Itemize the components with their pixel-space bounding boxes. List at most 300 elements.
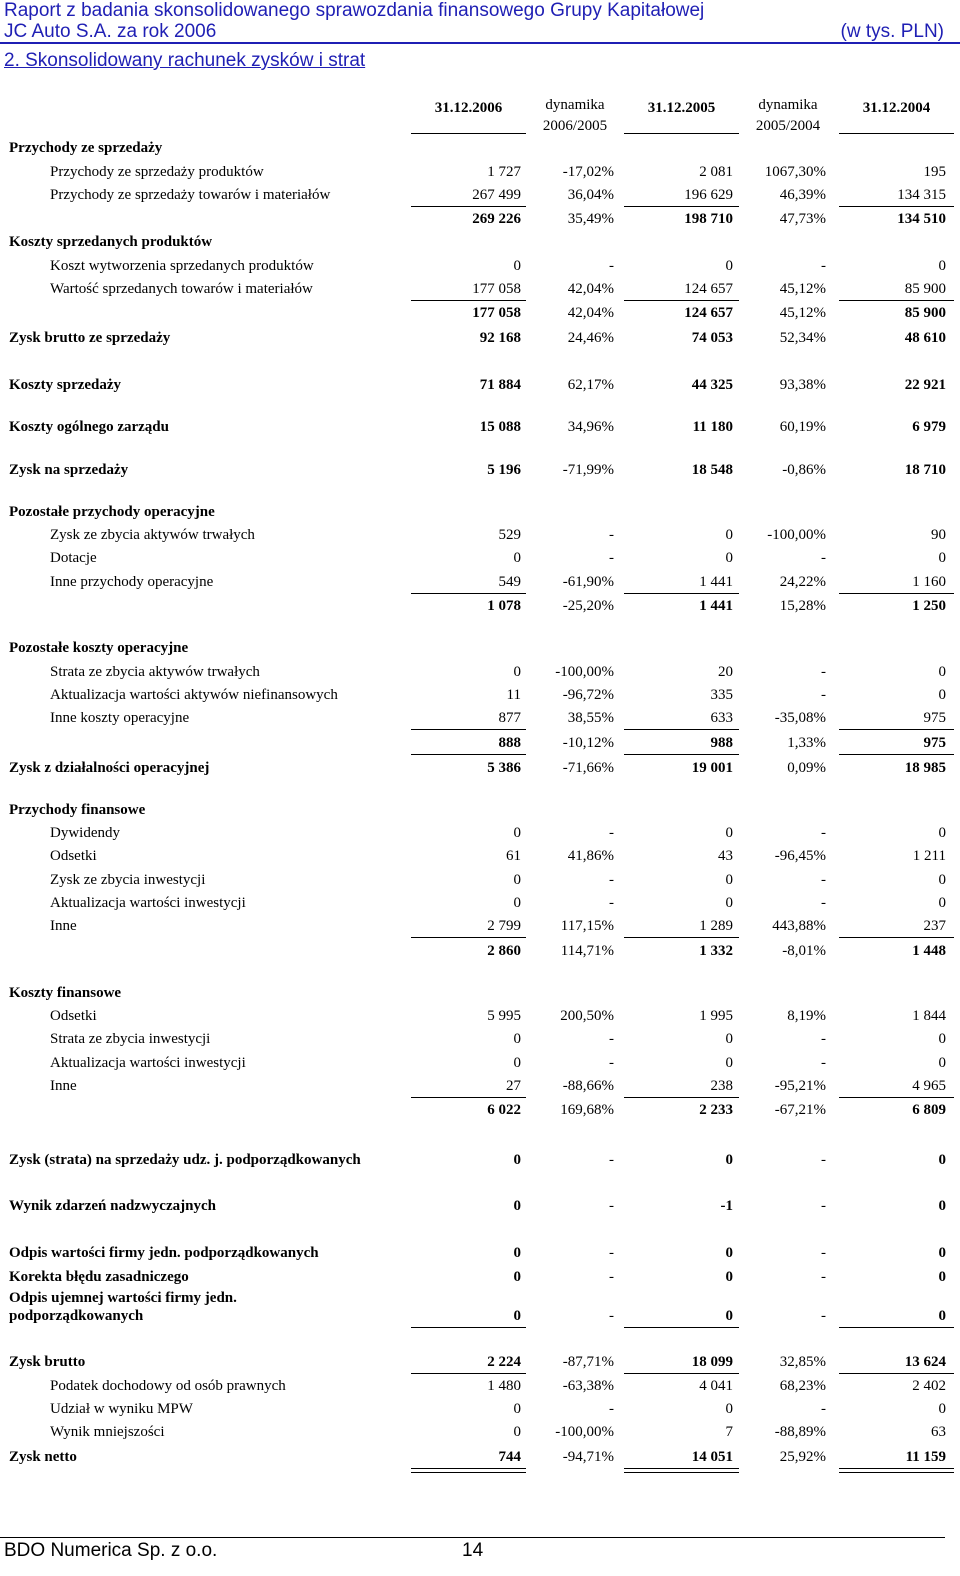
value-2005: 43 (718, 848, 733, 864)
value-2005: 0 (725, 527, 733, 543)
row-label: podporządkowanych (9, 1308, 144, 1324)
value-2006: 0 (513, 258, 521, 274)
value-2006: 1 480 (487, 1378, 521, 1394)
dynamics-2006-2005: -100,00% (555, 1424, 614, 1440)
dynamics-2006-2005: - (609, 1152, 614, 1168)
dynamics-2005-2004: 45,12% (779, 281, 826, 297)
table-row (0, 1352, 960, 1372)
dynamics-2006-2005: -61,90% (562, 574, 614, 590)
dynamics-2005-2004: 1,33% (787, 735, 826, 751)
subtotal-underline (411, 593, 526, 594)
row-label: Koszty finansowe (9, 985, 122, 1001)
value-2005: 18 548 (691, 462, 733, 478)
value-2005: -1 (720, 1198, 733, 1214)
table-row (0, 1267, 960, 1287)
value-2004: 237 (923, 918, 946, 934)
subtotal-underline (839, 300, 954, 301)
value-2005: 20 (718, 664, 733, 680)
value-2006: 0 (513, 872, 521, 888)
table-row (0, 256, 960, 276)
table-row (0, 846, 960, 866)
value-2004: 134 510 (897, 211, 946, 227)
value-2004: 4 965 (912, 1078, 946, 1094)
subtotal-underline (411, 754, 526, 755)
table-row (0, 1399, 960, 1419)
value-2006: 61 (506, 848, 521, 864)
value-2006: 0 (513, 1269, 521, 1285)
dynamics-2006-2005: -88,66% (562, 1078, 614, 1094)
subtotal-underline (839, 206, 954, 207)
dynamics-2005-2004: - (821, 1401, 826, 1417)
table-row (0, 870, 960, 890)
subtotal-underline (624, 593, 739, 594)
row-label: Inne (50, 1078, 77, 1094)
value-2004: 1 250 (912, 598, 946, 614)
table-row (0, 185, 960, 205)
column-header-underline (624, 133, 739, 134)
table-row (0, 1288, 960, 1308)
value-2006: 0 (513, 1401, 521, 1417)
dynamics-2006-2005: -17,02% (562, 164, 614, 180)
total-double-underline (624, 1472, 739, 1473)
value-2006: 177 058 (472, 281, 521, 297)
dynamics-2005-2004: - (821, 1031, 826, 1047)
dynamics-2005-2004: 15,28% (779, 598, 826, 614)
dynamics-2005-2004: -35,08% (774, 710, 826, 726)
subtotal-underline (839, 729, 954, 730)
dynamics-2006-2005: - (609, 527, 614, 543)
subtotal-underline (624, 754, 739, 755)
report-title-line-2: JC Auto S.A. za rok 2006 (4, 21, 217, 42)
dynamics-2005-2004: - (821, 1055, 826, 1071)
subtotal-underline (624, 300, 739, 301)
table-row (0, 1006, 960, 1026)
dynamics-2005-2004: 8,19% (787, 1008, 826, 1024)
value-2005: 2 233 (699, 1102, 733, 1118)
subtotal-underline (624, 206, 739, 207)
value-2004: 85 900 (904, 305, 946, 321)
value-2004: 134 315 (897, 187, 946, 203)
dynamics-2006-2005: 36,04% (567, 187, 614, 203)
row-label: Zysk z działalności operacyjnej (9, 760, 210, 776)
value-2006: 549 (498, 574, 521, 590)
subtotal-row (0, 209, 960, 229)
dynamics-period: 2006/2005 (542, 118, 608, 134)
row-label: Zysk brutto (9, 1354, 86, 1370)
table-row (0, 1029, 960, 1049)
value-2004: 85 900 (904, 281, 946, 297)
value-2005: 196 629 (684, 187, 733, 203)
subtotal-underline (411, 937, 526, 938)
dynamics-2006-2005: - (609, 1401, 614, 1417)
subtotal-row (0, 941, 960, 961)
dynamics-2006-2005: 24,46% (567, 330, 614, 346)
dynamics-2006-2005: - (609, 1031, 614, 1047)
value-2005: 1 441 (699, 598, 733, 614)
dynamics-2005-2004: 93,38% (779, 377, 826, 393)
value-2006: 6 022 (487, 1102, 521, 1118)
table-row (0, 823, 960, 843)
value-2005: 335 (710, 687, 733, 703)
row-label: Aktualizacja wartości inwestycji (50, 1055, 246, 1071)
value-2004: 0 (938, 1152, 946, 1168)
dynamics-2005-2004: 32,85% (779, 1354, 826, 1370)
value-2005: 0 (725, 1269, 733, 1285)
value-2004: 90 (931, 527, 946, 543)
table-row (0, 1243, 960, 1263)
footer-divider (0, 1537, 945, 1538)
dynamics-2006-2005: 34,96% (567, 419, 614, 435)
value-2006: 744 (498, 1449, 521, 1465)
subtotal-underline (624, 937, 739, 938)
row-label: Udział w wyniku MPW (50, 1401, 193, 1417)
dynamics-2005-2004: - (821, 1269, 826, 1285)
row-label: Przychody finansowe (9, 802, 146, 818)
column-header-2005: 31.12.2005 (647, 100, 716, 116)
dynamics-label: dynamika (545, 97, 605, 113)
dynamics-2006-2005: - (609, 1308, 614, 1324)
dynamics-2005-2004: 1067,30% (764, 164, 826, 180)
dynamics-2005-2004: 45,12% (779, 305, 826, 321)
table-row (0, 375, 960, 395)
value-2006: 2 224 (487, 1354, 521, 1370)
dynamics-2006-2005: -10,12% (562, 735, 614, 751)
table-row (0, 417, 960, 437)
value-2004: 0 (938, 664, 946, 680)
subtotal-underline (839, 937, 954, 938)
table-row (0, 662, 960, 682)
value-2006: 0 (513, 1308, 521, 1324)
value-2005: 2 081 (699, 164, 733, 180)
value-2004: 195 (923, 164, 946, 180)
dynamics-2005-2004: - (821, 664, 826, 680)
value-2004: 63 (931, 1424, 946, 1440)
dynamics-2006-2005: - (609, 1269, 614, 1285)
dynamics-2006-2005: -63,38% (562, 1378, 614, 1394)
dynamics-2005-2004: 25,92% (779, 1449, 826, 1465)
total-double-underline (624, 1468, 739, 1469)
dynamics-2005-2004: -88,89% (774, 1424, 826, 1440)
value-2006: 0 (513, 895, 521, 911)
row-label: Dywidendy (50, 825, 120, 841)
value-2006: 267 499 (472, 187, 521, 203)
dynamics-2005-2004: - (821, 1152, 826, 1168)
dynamics-2005-2004: 0,09% (787, 760, 826, 776)
dynamics-2006-2005: 200,50% (560, 1008, 614, 1024)
value-2004: 0 (938, 872, 946, 888)
report-title-line-1: Raport z badania skonsolidowanego sprawozdania finansowego Grupy Kapitałowej (4, 0, 705, 21)
subtotal-underline (411, 1327, 526, 1328)
row-label: Koszty sprzedaży (9, 377, 122, 393)
dynamics-2006-2005: - (609, 1198, 614, 1214)
value-2004: 0 (938, 1308, 946, 1324)
value-2005: 238 (710, 1078, 733, 1094)
value-2005: 0 (725, 872, 733, 888)
value-2004: 18 985 (904, 760, 946, 776)
dynamics-2005-2004: - (821, 895, 826, 911)
section-title: 2. Skonsolidowany rachunek zysków i strat (4, 50, 366, 71)
value-2006: 0 (513, 825, 521, 841)
table-row (0, 1376, 960, 1396)
row-label: Odsetki (50, 848, 97, 864)
row-label: Aktualizacja wartości aktywów niefinansowych (50, 687, 338, 703)
dynamics-2006-2005: - (609, 872, 614, 888)
value-2005: 198 710 (684, 211, 733, 227)
value-2006: 177 058 (472, 305, 521, 321)
value-2006: 0 (513, 1152, 521, 1168)
value-2006: 11 (506, 687, 521, 703)
value-2006: 0 (513, 1198, 521, 1214)
subtotal-underline (411, 300, 526, 301)
value-2004: 1 211 (912, 848, 946, 864)
value-2005: 0 (725, 258, 733, 274)
dynamics-2006-2005: 42,04% (567, 305, 614, 321)
table-row (0, 1422, 960, 1442)
value-2005: 0 (725, 1245, 733, 1261)
dynamics-2005-2004: 46,39% (779, 187, 826, 203)
dynamics-2005-2004: - (821, 825, 826, 841)
value-2005: 0 (725, 1055, 733, 1071)
value-2006: 5 386 (487, 760, 521, 776)
subtotal-underline (411, 1097, 526, 1098)
row-label: Odpis wartości firmy jedn. podporządkowanych (9, 1245, 319, 1261)
table-row (0, 893, 960, 913)
column-header-2006: 31.12.2006 (434, 100, 503, 116)
value-2004: 0 (938, 550, 946, 566)
value-2005: 0 (725, 550, 733, 566)
value-2004: 2 402 (912, 1378, 946, 1394)
value-2004: 0 (938, 1401, 946, 1417)
dynamics-2005-2004: - (821, 1308, 826, 1324)
dynamics-2005-2004: -8,01% (782, 943, 826, 959)
row-label: Odsetki (50, 1008, 97, 1024)
column-header-underline (839, 133, 954, 134)
value-2004: 6 979 (912, 419, 946, 435)
value-2006: 5 196 (487, 462, 521, 478)
value-2005: 18 099 (691, 1354, 733, 1370)
dynamics-2005-2004: 24,22% (779, 574, 826, 590)
dynamics-2005-2004: -67,21% (774, 1102, 826, 1118)
page-number: 14 (462, 1540, 484, 1561)
dynamics-2006-2005: 35,49% (567, 211, 614, 227)
row-label: Koszty sprzedanych produktów (9, 234, 213, 250)
value-2005: 0 (725, 1031, 733, 1047)
value-2005: 0 (725, 1308, 733, 1324)
row-label: Zysk netto (9, 1449, 77, 1465)
table-row (0, 983, 960, 1003)
table-row (0, 758, 960, 778)
row-label: Aktualizacja wartości inwestycji (50, 895, 246, 911)
dynamics-2005-2004: - (821, 687, 826, 703)
subtotal-underline (411, 729, 526, 730)
subtotal-row (0, 1100, 960, 1120)
row-label: Koszty ogólnego zarządu (9, 419, 169, 435)
total-double-underline (411, 1468, 526, 1469)
value-2004: 975 (923, 710, 946, 726)
value-2006: 5 995 (487, 1008, 521, 1024)
value-2005: 1 995 (699, 1008, 733, 1024)
value-2006: 0 (513, 1424, 521, 1440)
dynamics-2006-2005: - (609, 1055, 614, 1071)
dynamics-2006-2005: 62,17% (567, 377, 614, 393)
total-double-underline (411, 1472, 526, 1473)
dynamics-2006-2005: - (609, 825, 614, 841)
table-row (0, 1150, 960, 1170)
value-2004: 0 (938, 1245, 946, 1261)
dynamics-2006-2005: 117,15% (560, 918, 614, 934)
value-2004: 1 844 (912, 1008, 946, 1024)
value-2004: 0 (938, 825, 946, 841)
subtotal-underline (411, 206, 526, 207)
row-label: Zysk na sprzedaży (9, 462, 129, 478)
subtotal-underline (411, 1373, 526, 1374)
value-2006: 2 799 (487, 918, 521, 934)
value-2005: 0 (725, 1401, 733, 1417)
dynamics-2005-2004: - (821, 258, 826, 274)
value-2005: 19 001 (691, 760, 733, 776)
dynamics-2006-2005: -94,71% (562, 1449, 614, 1465)
value-2006: 0 (513, 1055, 521, 1071)
table-row (0, 1447, 960, 1467)
table-row (0, 1196, 960, 1216)
dynamics-2006-2005: 169,68% (560, 1102, 614, 1118)
dynamics-2005-2004: 443,88% (772, 918, 826, 934)
row-label: Przychody ze sprzedaży towarów i materiałów (50, 187, 331, 203)
dynamics-2006-2005: -96,72% (562, 687, 614, 703)
row-label: Zysk brutto ze sprzedaży (9, 330, 171, 346)
value-2006: 0 (513, 550, 521, 566)
value-2006: 529 (498, 527, 521, 543)
row-label: Wynik zdarzeń nadzwyczajnych (9, 1198, 216, 1214)
dynamics-2005-2004: -100,00% (767, 527, 826, 543)
value-2006: 0 (513, 664, 521, 680)
dynamics-2006-2005: - (609, 258, 614, 274)
table-row (0, 572, 960, 592)
row-label: Inne przychody operacyjne (50, 574, 214, 590)
subtotal-underline (839, 1373, 954, 1374)
value-2005: 1 289 (699, 918, 733, 934)
table-row (0, 685, 960, 705)
dynamics-2006-2005: 41,86% (567, 848, 614, 864)
subtotal-underline (624, 1097, 739, 1098)
value-2004: 0 (938, 1269, 946, 1285)
row-label: Inne (50, 918, 77, 934)
subtotal-row (0, 596, 960, 616)
row-label: Inne koszty operacyjne (50, 710, 190, 726)
dynamics-2005-2004: 68,23% (779, 1378, 826, 1394)
subtotal-row (0, 733, 960, 753)
table-row (0, 328, 960, 348)
value-2004: 13 624 (904, 1354, 946, 1370)
dynamics-2006-2005: -87,71% (562, 1354, 614, 1370)
dynamics-2005-2004: - (821, 872, 826, 888)
value-2006: 27 (506, 1078, 521, 1094)
value-2004: 11 159 (905, 1449, 946, 1465)
dynamics-2005-2004: - (821, 1245, 826, 1261)
value-2006: 92 168 (479, 330, 521, 346)
row-label: Wynik mniejszości (50, 1424, 165, 1440)
total-double-underline (839, 1472, 954, 1473)
row-label: Koszt wytworzenia sprzedanych produktów (50, 258, 314, 274)
value-2005: 7 (725, 1424, 733, 1440)
table-row (0, 502, 960, 522)
value-2005: 633 (710, 710, 733, 726)
table-row (0, 460, 960, 480)
value-2004: 0 (938, 1031, 946, 1047)
row-label: Przychody ze sprzedaży (9, 140, 163, 156)
dynamics-label: dynamika (758, 97, 818, 113)
dynamics-2005-2004: 60,19% (779, 419, 826, 435)
subtotal-underline (839, 1097, 954, 1098)
table-row (0, 708, 960, 728)
dynamics-2006-2005: 114,71% (560, 943, 614, 959)
value-2004: 6 809 (912, 1102, 946, 1118)
row-label: Przychody ze sprzedaży produktów (50, 164, 264, 180)
dynamics-period: 2005/2004 (755, 118, 821, 134)
dynamics-2005-2004: - (821, 550, 826, 566)
value-2004: 0 (938, 1055, 946, 1071)
value-2005: 11 180 (692, 419, 733, 435)
row-label: Odpis ujemnej wartości firmy jedn. (9, 1290, 237, 1306)
table-row (0, 525, 960, 545)
dynamics-2006-2005: - (609, 1245, 614, 1261)
value-2004: 48 610 (904, 330, 946, 346)
column-header-2004: 31.12.2004 (862, 100, 931, 116)
table-row (0, 279, 960, 299)
footer-company: BDO Numerica Sp. z o.o. (4, 1540, 218, 1561)
value-2005: 988 (710, 735, 733, 751)
value-2005: 124 657 (684, 305, 733, 321)
table-row (0, 138, 960, 158)
dynamics-2006-2005: - (609, 895, 614, 911)
dynamics-2005-2004: 47,73% (779, 211, 826, 227)
subtotal-underline (624, 729, 739, 730)
value-2005: 1 332 (699, 943, 733, 959)
value-2005: 4 041 (699, 1378, 733, 1394)
table-row (0, 1076, 960, 1096)
value-2004: 975 (923, 735, 946, 751)
value-2004: 22 921 (904, 377, 946, 393)
table-row (0, 800, 960, 820)
row-label: Zysk (strata) na sprzedaży udz. j. podporządkowanych (9, 1152, 361, 1168)
unit-label: (w tys. PLN) (840, 21, 944, 42)
value-2005: 0 (725, 825, 733, 841)
row-label: Wartość sprzedanych towarów i materiałów (50, 281, 313, 297)
table-row (0, 1306, 960, 1326)
table-row (0, 916, 960, 936)
table-row (0, 162, 960, 182)
value-2004: 1 448 (912, 943, 946, 959)
dynamics-2006-2005: -71,99% (562, 462, 614, 478)
value-2005: 74 053 (691, 330, 733, 346)
value-2006: 1 727 (487, 164, 521, 180)
row-label: Strata ze zbycia aktywów trwałych (50, 664, 260, 680)
row-label: Zysk ze zbycia inwestycji (50, 872, 206, 888)
dynamics-2006-2005: 42,04% (567, 281, 614, 297)
dynamics-2006-2005: -25,20% (562, 598, 614, 614)
subtotal-underline (839, 754, 954, 755)
row-label: Strata ze zbycia inwestycji (50, 1031, 211, 1047)
column-header-dynamics-2006-2005 (530, 95, 620, 137)
column-header-dynamics-2005-2004 (743, 95, 833, 137)
row-label: Dotacje (50, 550, 97, 566)
value-2006: 2 860 (487, 943, 521, 959)
dynamics-2006-2005: 38,55% (567, 710, 614, 726)
value-2004: 0 (938, 1198, 946, 1214)
dynamics-2006-2005: - (609, 550, 614, 566)
value-2006: 877 (498, 710, 521, 726)
subtotal-underline (624, 1327, 739, 1328)
